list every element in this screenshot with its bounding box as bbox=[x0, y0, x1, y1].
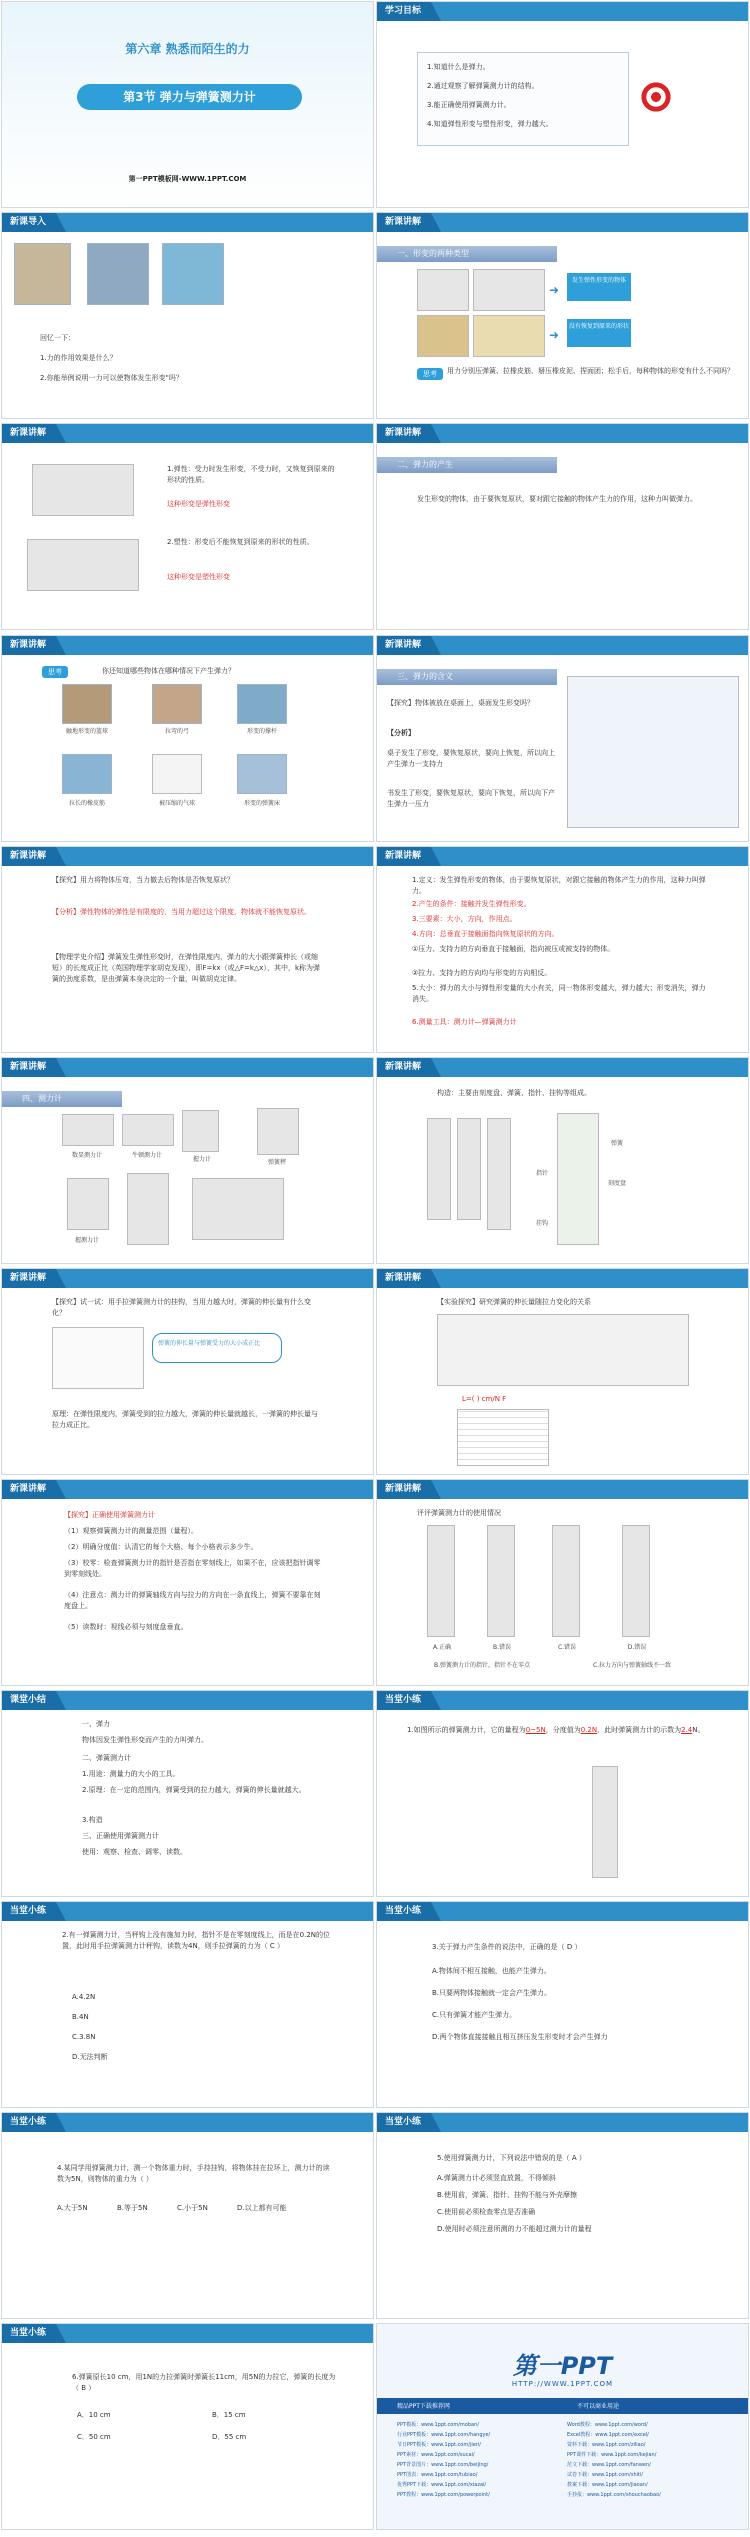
formula: L=( ) cm/N F bbox=[462, 1395, 507, 1403]
slide-2-goals bbox=[376, 1, 749, 208]
spring-meter-figure-2 bbox=[457, 1118, 481, 1220]
elasticity-def: 1.弹性：受力时发生形变，不受力时，又恢复到原来的形状的性质。 bbox=[167, 465, 335, 484]
quiz-question: 3.关于弹力产生条件的说法中，正确的是（ D ） bbox=[432, 1943, 582, 1951]
slide-7-examples bbox=[1, 635, 374, 842]
dough-photo bbox=[473, 315, 545, 357]
spring-meter-figure-1 bbox=[427, 1118, 451, 1220]
site-credit: 第一PPT模板网-WWW.1PPT.COM bbox=[128, 175, 247, 183]
basketball-photo bbox=[62, 684, 112, 724]
think-badge: 思考 bbox=[42, 666, 68, 678]
spring-meter-diagram bbox=[557, 1113, 599, 1245]
recap-line: 一、弹力 bbox=[82, 1720, 110, 1728]
point: 2.产生的条件：接触并发生弹性形变。 bbox=[412, 900, 531, 908]
slide-tag: 新课导入 bbox=[2, 213, 56, 232]
answer-reading: 2.4 bbox=[681, 1726, 693, 1734]
quiz-question: 6.弹簧原长10 cm，用1N的力拉弹簧时弹簧长11cm，用5N的力拉它，弹簧的长度为（ B ） bbox=[72, 2373, 336, 2392]
spring-ruler-figure bbox=[32, 464, 134, 516]
think-badge: 思考 bbox=[417, 368, 443, 380]
plastic-figure bbox=[27, 539, 139, 591]
option: B.等于5N bbox=[117, 2204, 148, 2212]
caption: 握力计 bbox=[192, 1156, 211, 1163]
spring-scale-photo bbox=[257, 1108, 299, 1155]
slide-header bbox=[377, 1902, 748, 1921]
option: C．50 cm bbox=[77, 2433, 111, 2441]
slide-tag: 当堂小练 bbox=[377, 2113, 431, 2132]
answer-division: 0.2N bbox=[580, 1726, 598, 1734]
slide-tag: 新课讲解 bbox=[377, 213, 431, 232]
option: C.3.8N bbox=[72, 2033, 96, 2041]
slide-4-deformation bbox=[376, 212, 749, 419]
think-question: 你还知道哪些物体在哪种情况下产生弹力？ bbox=[102, 667, 235, 675]
slide-tag: 学习目标 bbox=[377, 2, 431, 21]
analysis: 【分析】弹性物体的弹性是有限度的，当用力超过这个限度，物体就不能恢复原状。 bbox=[52, 908, 311, 916]
slide-10-summary bbox=[376, 846, 749, 1053]
option: A．10 cm bbox=[77, 2411, 111, 2419]
slide-header bbox=[2, 1691, 373, 1710]
point: 6.测量工具：测力计—弹簧测力计 bbox=[412, 1018, 517, 1026]
usage-figure-a bbox=[427, 1525, 455, 1637]
option: B.使用前，弹簧、指针、挂钩不能与外壳摩擦 bbox=[437, 2191, 578, 2199]
plastic-deformation: 这种形变是塑性形变 bbox=[167, 573, 230, 581]
option: D.使用时必须注意所测的力不能超过测力计的量程 bbox=[437, 2225, 592, 2233]
principle: 原理：在弹性限度内，弹簧受到的拉力越大，弹簧的伸长量就越长，一弹簧的伸长量与拉力成正比。 bbox=[52, 1410, 318, 1429]
slide-19-quiz2 bbox=[1, 1901, 374, 2108]
option: C.使用前必须检查零点是否准确 bbox=[437, 2208, 536, 2216]
caption: D.错误 bbox=[627, 1644, 647, 1651]
credit-link[interactable]: 节日PPT模板：www.1ppt.com/jieri/ bbox=[397, 2442, 481, 2448]
option: C.只有弹簧才能产生弹力。 bbox=[432, 2011, 517, 2019]
slide-tag: 新课讲解 bbox=[2, 1480, 56, 1499]
slide-tag: 课堂小结 bbox=[2, 1691, 56, 1710]
slide-header bbox=[377, 847, 748, 866]
option: A.弹簧测力计必须竖直放置，不得倾斜 bbox=[437, 2174, 556, 2182]
slide-11-meters bbox=[1, 1057, 374, 1264]
recap-line: 物体因发生弹性形变而产生的力叫弹力。 bbox=[82, 1736, 208, 1744]
structure-text: 构造：主要由刻度盘、弹簧、指针、挂钩等组成。 bbox=[437, 1089, 591, 1097]
tube-meter-photo bbox=[127, 1173, 169, 1245]
experiment-apparatus bbox=[437, 1314, 689, 1386]
step: （2）明确分度值：认清它的每个大格、每个小格表示多少牛。 bbox=[64, 1543, 258, 1551]
recap-line: 使用：观察、检查、调零、读数。 bbox=[82, 1848, 187, 1856]
credits-right: 不可以商业用途 bbox=[577, 2403, 620, 2410]
bubble-text: 弹簧的伸长量与弹簧受力的大小成正比 bbox=[158, 1340, 261, 1347]
slide-tag: 新课讲解 bbox=[2, 424, 56, 443]
caption: 握测力计 bbox=[74, 1237, 99, 1244]
goal-item: 4.知道弹性形变与塑性形变，弹力越大。 bbox=[427, 120, 553, 128]
option: A.物体间不相互接触，也能产生弹力。 bbox=[432, 1967, 551, 1975]
slide-6-elastic-force bbox=[376, 423, 749, 630]
quiz-question: 4.某同学用弹簧测力计，测一个物体重力时，手持挂钩，将物体挂在拉环上，测力计的读数为5N，则物体的重力为（ ） bbox=[57, 2164, 330, 2183]
slide-header bbox=[377, 1480, 748, 1499]
dial-meter-photo bbox=[67, 1178, 109, 1230]
spring-press-photo bbox=[417, 269, 469, 311]
bridge-photo bbox=[87, 243, 149, 305]
slide-tag: 当堂小练 bbox=[377, 1902, 431, 1921]
credit-link[interactable]: 优秀PPT下载：www.1ppt.com/xiazai/ bbox=[397, 2482, 487, 2488]
note: C.拉力方向与弹簧轴线不一致 bbox=[592, 1662, 672, 1669]
question-2: 2.你能举例说明一力可以使物体发生形变"吗？ bbox=[40, 374, 183, 382]
slide-header bbox=[2, 1902, 373, 1921]
step: （5）读数时：视线必须与刻度盘垂直。 bbox=[64, 1623, 188, 1631]
slide-13-principle bbox=[1, 1268, 374, 1475]
slide-tag: 当堂小练 bbox=[2, 1902, 56, 1921]
table-laser-figure bbox=[567, 676, 739, 828]
trampoline-photo bbox=[237, 754, 287, 794]
slide-9-hooke bbox=[1, 846, 374, 1053]
inquiry: 【探究】正确使用弹簧测力计 bbox=[64, 1511, 155, 1519]
answer-range: 0~5N bbox=[525, 1726, 546, 1734]
goal-item: 1.知道什么是弹力。 bbox=[427, 63, 490, 71]
credit-link[interactable]: 手抄报：www.1ppt.com/shouchaobao/ bbox=[567, 2492, 661, 2498]
slide-tag: 新课讲解 bbox=[2, 847, 56, 866]
recap-line: 3.构造 bbox=[82, 1816, 103, 1824]
label: 刻度盘 bbox=[607, 1180, 626, 1187]
slide-23-quiz6 bbox=[1, 2323, 374, 2530]
balloon-drawing bbox=[152, 754, 202, 794]
section-subtitle: 四、测力计 bbox=[2, 1091, 122, 1107]
slide-header bbox=[2, 1058, 373, 1077]
option: B.4N bbox=[72, 2013, 89, 2021]
evaluate-title: 评评弹簧测力计的使用情况 bbox=[417, 1509, 501, 1517]
slide-17-recap bbox=[1, 1690, 374, 1897]
recall-label: 回忆一下： bbox=[40, 334, 75, 342]
slide-tag: 新课讲解 bbox=[377, 424, 431, 443]
caption: A.正确 bbox=[433, 1644, 451, 1651]
point: 5.大小：弹力的大小与弹性形变量的大小有关，同一物体形变越大，弹力越大；形变消失，弹力消失。 bbox=[412, 984, 706, 1003]
elastic-deformation: 这种形变是弹性形变 bbox=[167, 500, 230, 508]
rubber-band-photo bbox=[62, 754, 112, 794]
slide-header bbox=[377, 1269, 748, 1288]
slide-header bbox=[2, 424, 373, 443]
slide-8-meaning bbox=[376, 635, 749, 842]
slide-header bbox=[2, 847, 373, 866]
plastic-label-box bbox=[567, 319, 631, 347]
inquiry: 【探究】物体被放在桌面上，桌面发生形变吗？ bbox=[387, 699, 534, 707]
elastic-label: 发生弹性形变的物体 bbox=[571, 277, 626, 284]
section-subtitle: 二、弹力的产生 bbox=[377, 457, 557, 473]
option: D.两个物体直接接触且相互挤压发生形变时才会产生弹力 bbox=[432, 2033, 608, 2041]
credit-link[interactable]: PPT素材：www.1ppt.com/sucai/ bbox=[397, 2452, 475, 2458]
brand-logo: 第一PPT bbox=[512, 2352, 613, 2380]
label: 指针 bbox=[535, 1170, 548, 1177]
clay-photo bbox=[417, 315, 469, 357]
q-text-tail: ，此时弹簧测力计的示数为 bbox=[597, 1726, 682, 1734]
force-definition: 发生形变的物体，由于要恢复原状，要对跟它接触的物体产生力的作用，这种力叫做弹力。 bbox=[417, 495, 697, 503]
caption: 触地形变的篮球 bbox=[65, 728, 108, 735]
slide-header bbox=[377, 424, 748, 443]
principle-bubble bbox=[152, 1333, 282, 1363]
slide-header bbox=[2, 1269, 373, 1288]
plasticity-def: 2.塑性：形变后不能恢复到原来的形状的性质。 bbox=[167, 538, 314, 546]
credit-link[interactable]: 教案下载：www.1ppt.com/jiaoan/ bbox=[567, 2482, 648, 2488]
usage-figure-c bbox=[552, 1525, 580, 1637]
rubber-band-photo bbox=[473, 269, 545, 311]
history: 【物理学史介绍】弹簧发生弹性形变时，在弹性限度内，弹力的大小跟弹簧伸长（或缩短）的长度成正比（英国物理学家胡克发现），即F=kx（或△F=k△x），其中，k称为弹簧的劲度系数，是由弹簧本身决定的一个量，叫做胡克定律。 bbox=[52, 953, 320, 983]
section-title: 第3节 弹力与弹簧测力计 bbox=[123, 90, 256, 104]
links-column-right bbox=[567, 2420, 737, 2500]
caption: 弹簧秤 bbox=[267, 1159, 286, 1166]
target-icon bbox=[639, 80, 673, 114]
slide-header bbox=[2, 2113, 373, 2132]
newton-meter-photo bbox=[122, 1114, 174, 1146]
unit: N。 bbox=[692, 1726, 705, 1734]
option: A.4.2N bbox=[72, 1993, 96, 2001]
credits-left: 精品PPT下载推荐网 bbox=[397, 2403, 450, 2410]
inquiry: 【探究】用力将物体压弯，当力撤去后物体是否恢复原状？ bbox=[52, 876, 234, 884]
quiz-question: 5.使用弹簧测力计，下列说法中错误的是（ A ） bbox=[437, 2154, 586, 2162]
option: A.大于5N bbox=[57, 2204, 88, 2212]
analysis-2: 书发生了形变，要恢复原状，要向下恢复，所以向下产生弹力一压力 bbox=[387, 789, 555, 808]
slide-header bbox=[377, 2113, 748, 2132]
caption: 被压缩的气球 bbox=[158, 800, 195, 807]
slide-tag: 新课讲解 bbox=[377, 1480, 431, 1499]
point: 3.三要素：大小，方向，作用点。 bbox=[412, 915, 517, 923]
slide-tag: 当堂小练 bbox=[377, 1691, 431, 1710]
credit-link[interactable]: 资料下载：www.1ppt.com/ziliao/ bbox=[567, 2442, 646, 2448]
recap-line: 二、弹簧测力计 bbox=[82, 1754, 131, 1762]
slide-5-elastic-plastic bbox=[1, 423, 374, 630]
quiz-question: 2.有一弹簧测力计，当秤钩上没有施加力时，指针不是在零刻度线上，而是在0.2N的位置，此时用手拉弹簧测力计秤钩，读数为4N，则手拉弹簧的力为（ C ） bbox=[62, 1931, 331, 1950]
links-column-left bbox=[397, 2420, 557, 2500]
caption: 形变的撑杆 bbox=[246, 728, 277, 735]
recap-line: 三、正确使用弹簧测力计 bbox=[82, 1832, 159, 1840]
diver-photo bbox=[162, 243, 224, 305]
credit-link[interactable]: Word教程：www.1ppt.com/word/ bbox=[567, 2422, 648, 2428]
section-subtitle: 三、弹力的含义 bbox=[377, 669, 557, 685]
caption: B.错误 bbox=[492, 1644, 512, 1651]
plastic-label: 没有恢复到原来的形状 bbox=[568, 323, 629, 330]
step: （1）观察弹簧测力计的测量范围（量程）。 bbox=[64, 1527, 198, 1535]
slide-header bbox=[2, 636, 373, 655]
credit-link[interactable]: Excel教程：www.1ppt.com/excel/ bbox=[567, 2432, 649, 2438]
credit-link[interactable]: 范文下载：www.1ppt.com/fanwen/ bbox=[567, 2462, 651, 2468]
slide-22-quiz5 bbox=[376, 2112, 749, 2319]
credit-link[interactable]: PPT教程：www.1ppt.com/powerpoint/ bbox=[397, 2492, 490, 2498]
slide-header bbox=[2, 2324, 373, 2343]
slide-tag: 当堂小练 bbox=[2, 2324, 56, 2343]
caption: 数显测力计 bbox=[71, 1152, 102, 1159]
grip-meter-photo bbox=[182, 1110, 219, 1152]
elastic-label-box bbox=[567, 273, 631, 301]
goal-item: 2.通过观察了解弹簧测力计的结构。 bbox=[427, 82, 539, 90]
slide-12-structure bbox=[376, 1057, 749, 1264]
step: （4）注意点：测力计的弹簧轴线方向与拉力的方向在一条直线上，弹簧不要靠在刻度盘上。 bbox=[64, 1591, 321, 1610]
slide-header bbox=[377, 213, 748, 232]
section-title-pill bbox=[77, 84, 302, 110]
option: C.小于5N bbox=[177, 2204, 208, 2212]
q-text-mid: ，分度值为 bbox=[545, 1726, 581, 1734]
goal-item: 3.能正确使用弹簧测力计。 bbox=[427, 101, 511, 109]
slide-24-credits bbox=[376, 2323, 749, 2530]
caption: 拉弯的弓 bbox=[164, 728, 189, 735]
option: D．55 cm bbox=[212, 2433, 247, 2441]
credit-link[interactable]: PPT课件下载：www.1ppt.com/kejian/ bbox=[567, 2452, 657, 2458]
archer-photo bbox=[14, 243, 71, 305]
slide-tag: 新课讲解 bbox=[2, 636, 56, 655]
slide-tag: 新课讲解 bbox=[2, 1058, 56, 1077]
credit-link[interactable]: 试卷下载：www.1ppt.com/shiti/ bbox=[567, 2472, 644, 2478]
point: 1.定义：发生弹性形变的物体，由于要恢复原状，对跟它接触的物体产生力的作用，这种力叫弹力。 bbox=[412, 876, 706, 895]
slide-16-evaluate bbox=[376, 1479, 749, 1686]
q-text: 1.如图所示的弹簧测力计，它的量程为 bbox=[407, 1726, 526, 1734]
inquiry: 【探究】试一试：用手拉弹簧测力计的挂钩，当用力越大时，弹簧的伸长量有什么变化？ bbox=[52, 1298, 311, 1317]
arrow-icon: ➜ bbox=[549, 328, 560, 342]
spring-meter-figure-3 bbox=[487, 1118, 511, 1230]
slide-header bbox=[2, 1480, 373, 1499]
slide-tag: 新课讲解 bbox=[2, 1269, 56, 1288]
section-subtitle: 一、形变的两种类型 bbox=[377, 246, 557, 262]
step: （3）校零：检查弹簧测力计的指针是否指在零刻线上，如果不在，应该把指针调零到零刻线处。 bbox=[64, 1559, 321, 1578]
slide-15-usage bbox=[1, 1479, 374, 1686]
bow-photo bbox=[152, 684, 202, 724]
caption: 拉长的橡皮筋 bbox=[68, 800, 105, 807]
spring-stretch-figure bbox=[52, 1327, 144, 1389]
point: ①压力、支持力的方向垂直于接触面，指向被压或被支持的物体。 bbox=[412, 945, 615, 953]
analysis-1: 桌子发生了形变，要恢复原状，要向上恢复，所以向上产生弹力一支持力 bbox=[387, 749, 555, 768]
recap-line: 1.用途：测量力的大小的工具。 bbox=[82, 1770, 180, 1778]
question-1: 1.力的作用效果是什么？ bbox=[40, 354, 117, 362]
option: D.无法判断 bbox=[72, 2053, 108, 2061]
graph-grid bbox=[457, 1409, 549, 1466]
slide-header bbox=[377, 2, 748, 21]
credit-link[interactable]: PPT模板：www.1ppt.com/moban/ bbox=[397, 2422, 479, 2428]
spring-scale-figure bbox=[592, 1766, 618, 1878]
slide-tag: 新课讲解 bbox=[377, 1058, 431, 1077]
label: 弹簧 bbox=[610, 1140, 623, 1147]
slide-tag: 新课讲解 bbox=[377, 1269, 431, 1288]
slide-header bbox=[377, 636, 748, 655]
option: B.只要两物体接触就一定会产生弹力。 bbox=[432, 1989, 552, 1997]
arrow-icon: ➜ bbox=[549, 283, 560, 297]
caption: 牛顿测力计 bbox=[131, 1152, 162, 1159]
quiz-question bbox=[407, 1725, 727, 1736]
option: B．15 cm bbox=[212, 2411, 246, 2419]
credit-link[interactable]: PPT背景图片：www.1ppt.com/beijing/ bbox=[397, 2462, 489, 2468]
chapter-title: 第六章 熟悉而陌生的力 bbox=[125, 42, 250, 56]
caption: 形变的弹簧床 bbox=[243, 800, 280, 807]
usage-figure-b bbox=[487, 1525, 515, 1637]
experiment-title: 【实验探究】研究弹簧的伸长量随拉力变化的关系 bbox=[437, 1298, 591, 1306]
note: B.弹簧测力计的指针，指针不在零点 bbox=[433, 1662, 531, 1669]
point: ②拉力、支持力的方向均与形变的方向相反。 bbox=[412, 969, 552, 977]
polevault-photo bbox=[237, 684, 287, 724]
usage-figure-d bbox=[622, 1525, 650, 1637]
slide-3-intro bbox=[1, 212, 374, 419]
slide-tag: 新课讲解 bbox=[377, 847, 431, 866]
cartoon-scale-photo bbox=[192, 1178, 284, 1240]
slide-tag: 新课讲解 bbox=[377, 636, 431, 655]
analysis-label: 【分析】 bbox=[387, 729, 415, 737]
slide-1-title bbox=[1, 1, 374, 208]
slide-18-quiz1 bbox=[376, 1690, 749, 1897]
slide-header bbox=[2, 213, 373, 232]
credit-link[interactable]: PPT图表：www.1ppt.com/tubiao/ bbox=[397, 2472, 478, 2478]
brand-url: HTTP://WWW.1PPT.COM bbox=[511, 2380, 614, 2388]
digital-meter-photo bbox=[62, 1114, 114, 1146]
slide-20-quiz3 bbox=[376, 1901, 749, 2108]
recap-line: 2.原理：在一定的范围内，弹簧受到的拉力越大，弹簧的伸长量就越大。 bbox=[82, 1786, 306, 1794]
slide-header bbox=[377, 1058, 748, 1077]
caption: C.错误 bbox=[557, 1644, 577, 1651]
think-question: 用力分别压弹簧、拉橡皮筋、掰压橡皮泥、捏面团；松手后，每种物体的形变有什么不同吗？ bbox=[447, 367, 734, 375]
credit-link[interactable]: 行业PPT模板：www.1ppt.com/hangye/ bbox=[397, 2432, 491, 2438]
slide-14-experiment bbox=[376, 1268, 749, 1475]
point: 4.方向：总垂直于接触面指向恢复原状的方向。 bbox=[412, 930, 559, 938]
label: 挂钩 bbox=[535, 1220, 548, 1227]
slide-21-quiz4 bbox=[1, 2112, 374, 2319]
slide-header bbox=[377, 1691, 748, 1710]
option: D.以上都有可能 bbox=[237, 2204, 287, 2212]
slide-tag: 当堂小练 bbox=[2, 2113, 56, 2132]
